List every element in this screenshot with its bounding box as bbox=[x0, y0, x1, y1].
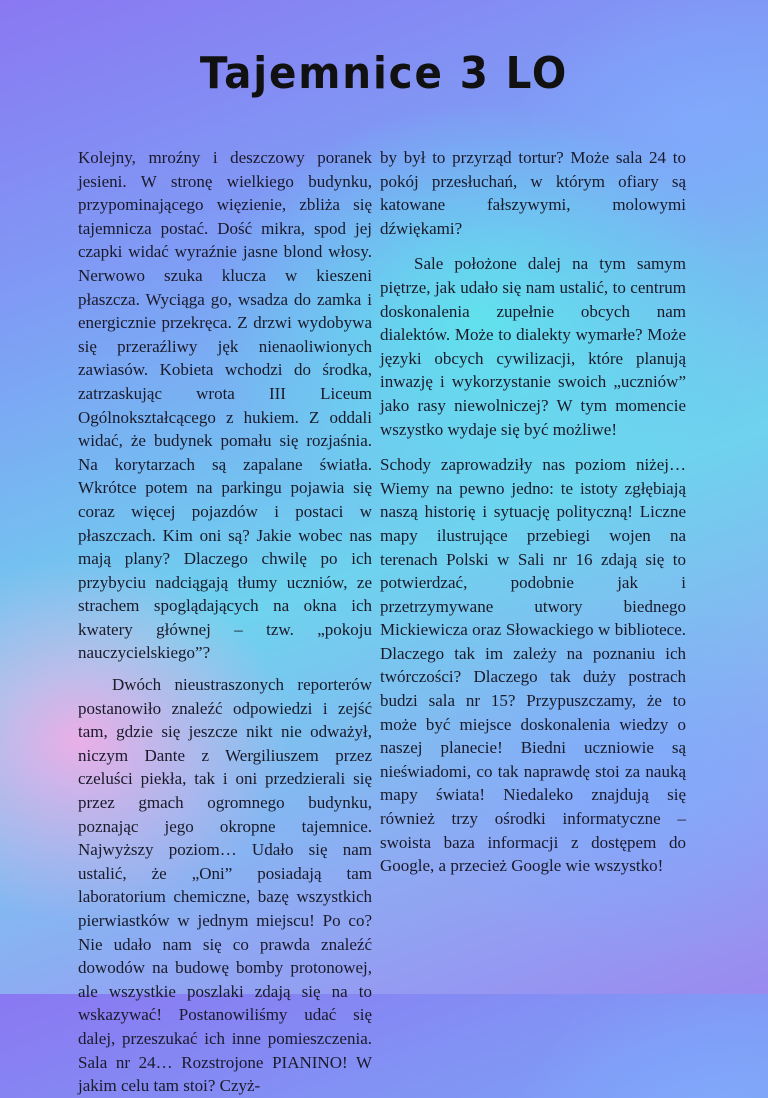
article-column-right bbox=[380, 146, 686, 878]
article-paragraph: Dwóch nieustraszonych reporterów postanowiło znaleźć odpowiedzi i zejść tam, gdzie się jeszcze nikt nie odważył, niczym Dante z Wergiliuszem przez czeluści piekła, tak i oni przedzierali się przez gmach ogromnego budynku, poznając jego okropne tajemnice. Najwyższy poziom… Udało się nam ustalić, że „Oni” posiadają tam laboratorium chemiczne, bazę wszystkich pierwiastków w jednym miejscu! Po co? Nie udało nam się co prawda znaleźć dowodów na budowę bomby protonowej, ale wszystkie poszlaki zdają się na to wskazywać! Postanowiliśmy udać się dalej, przeszukać ich inne pomieszczenia. Sala nr 24… Rozstrojone PIANINO! W jakim celu tam stoi? Czyż- bbox=[78, 675, 372, 1096]
article-paragraph: Schody zaprowadziły nas poziom niżej… Wiemy na pewno jedno: te istoty zgłębiają naszą historię i sytuację polityczną! Liczne mapy ilustrujące przebiegi wojen na terenach Polski w Sali nr 16 zdają się to potwierdzać, podobnie jak i przetrzymywane utwory biednego Mickiewicza oraz Słowackiego w bibliotece. Dlaczego tak im zależy na poznaniu ich twórczości? Dlaczego tak duży postrach budzi sala nr 15? Przypuszczamy, że to może być miejsce doskonalenia wiedzy o naszej planecie! Biedni uczniowie są nieświadomi, co tak naprawdę stoi za nauką mapy świata! Niedaleko znajdują się również trzy ośrodki informatyczne – swoista baza informacji z dostępem do Google, a przecież Google wie wszystko! bbox=[380, 455, 686, 876]
page-title: Tajemnice 3 LO bbox=[199, 48, 569, 99]
article-column-left bbox=[78, 146, 372, 1098]
article-paragraph: Sale położone dalej na tym samym piętrze, jak udało się nam ustalić, to centrum doskonalenia zupełnie obcych nam dialektów. Może to dialekty wymarłe? Może języki obcych cywilizacji, które planują inwazję i wykorzystanie swoich „uczniów” jako rasy niewolniczej? W tym momencie wszystko wydaje się być możliwe! bbox=[380, 254, 686, 439]
article-paragraph: Kolejny, mroźny i deszczowy poranek jesieni. W stronę wielkiego budynku, przypominającego więzienie, zbliża się tajemnicza postać. Dość mikra, spod jej czapki widać wyraźnie jasne blond włosy. Nerwowo szuka klucza w kieszeni płaszcza. Wyciąga go, wsadza do zamka i energicznie przekręca. Z drzwi wydobywa się przeraźliwy jęk nienaoliwionych zawiasów. Kobieta wchodzi do środka, zatrzaskując wrota III Liceum Ogólnokształcącego z hukiem. Z oddali widać, że budynek pomału się rozjaśnia. Na korytarzach są zapalane światła. Wkrótce potem na parkingu pojawia się coraz więcej pojazdów i postaci w płaszczach. Kim oni są? Jakie wobec nas mają plany? Dlaczego chwilę po ich przybyciu nadciągają tłumy uczniów, ze strachem spoglądających na okna ich kwatery głównej – tzw. „pokoju nauczycielskiego”? bbox=[78, 148, 372, 663]
article-paragraph: by był to przyrząd tortur? Może sala 24 to pokój przesłuchań, w którym ofiary są katowane fałszywymi, molowymi dźwiękami? bbox=[380, 148, 686, 238]
